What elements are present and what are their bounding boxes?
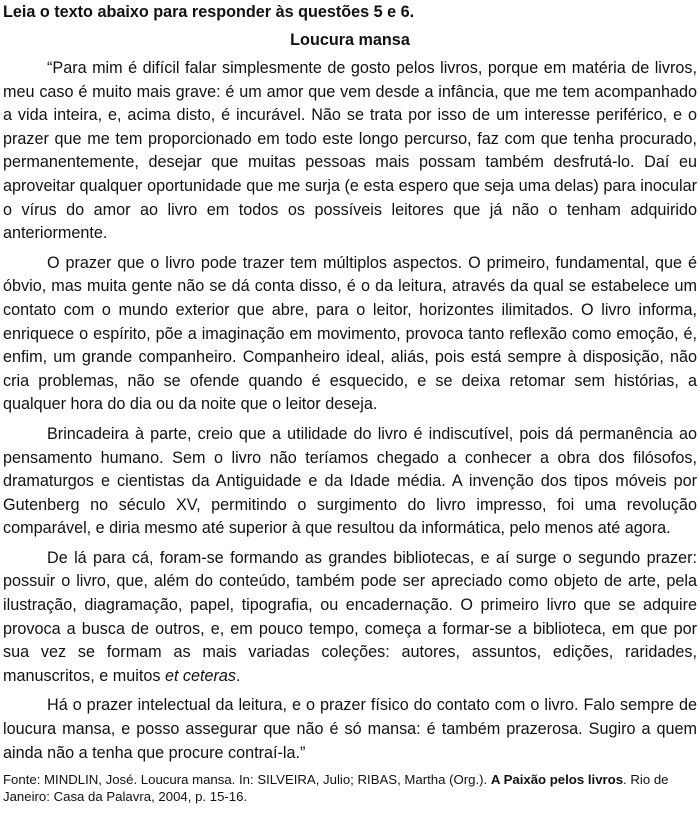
source-citation: [3, 771, 697, 805]
paragraph-4-end: .: [236, 666, 241, 685]
paragraph-1: “Para mim é difícil falar simplesmente de gosto pelos livros, porque em matéria de livros, meu caso é muito mais grave: é um amor que vem desde a infância, que me tem acompanhado a vida inteira, e, acima disto, é incurável. Não se trata por isso de um interesse periférico, e o prazer que me tem proporcionado em todo este longo percurso, faz com que tenha procurado, permanentemente, desejar que muitas pessoas mais possam também desfrutá-lo. Daí eu aproveitar qualquer oportunidade que me surja (e esta espero que seja uma delas) para inocular o vírus do amor ao livro em todos os possíveis leitores que já não o tenham adquirido anteriormente.: [3, 59, 697, 243]
source-suffix: . Rio de Janeiro: Casa da Palavra, 2004, p. 15-16.: [3, 772, 669, 805]
source-book-title: A Paixão pelos livros: [490, 772, 624, 788]
text-title: Loucura mansa: [290, 31, 410, 49]
paragraph-4-text: De lá para cá, foram-se formando as grandes bibliotecas, e aí surge o segundo prazer: possuir o livro, que, além do conteúdo, também pode ser apreciado como objeto de arte, pela ilustração, diagramação, papel, tipografia, ou encadernação. O primeiro livro que se adquire provoca a busca de outros, e, em pouco tempo, começa a formar-se a biblioteca, em que por sua vez se formam as mais variadas coleções: autores, assuntos, edições, raridades, manuscritos, e muitos: [3, 548, 697, 685]
source-prefix: Fonte: MINDLIN, José. Loucura mansa. In: SILVEIRA, Julio; RIBAS, Martha (Org.).: [3, 772, 491, 788]
paragraph-2: O prazer que o livro pode trazer tem múltiplos aspectos. O primeiro, fundamental, que é óbvio, mas muita gente não se dá conta disso, é o da leitura, através da qual se estabelece um contato com o mundo exterior que abre, para o leitor, horizontes ilimitados. O livro informa, enriquece o espírito, põe a imaginação em movimento, provoca tanto reflexão como emoção, é, enfim, um grande companheiro. Companheiro ideal, aliás, pois está sempre à disposição, não cria problemas, não se ofende quando é esquecido, e se deixa retomar sem histórias, a qualquer hora do dia ou da noite que o leitor deseja.: [3, 253, 697, 414]
paragraph-4: [3, 547, 697, 689]
instruction-heading: Leia o texto abaixo para responder às questões 5 e 6.: [3, 3, 415, 21]
paragraph-5: Há o prazer intelectual da leitura, e o prazer físico do contato com o livro. Falo sempre de loucura mansa, e posso assegurar que não é só mansa: é também prazerosa. Sugiro a quem ainda não a tenha que procure contraí-la.”: [3, 696, 697, 762]
paragraph-3: Brincadeira à parte, creio que a utilidade do livro é indiscutível, pois dá permanência ao pensamento humano. Sem o livro não teríamos chegado a conhecer a obra dos filósofos, dramaturgos e cientistas da Antiguidade e da Idade média. A invenção dos tipos móveis por Gutenberg no século XV, permitindo o surgimento do livro impresso, foi uma revolução comparável, e diria mesmo até superior à que resultou da informática, pelo menos até agora.: [3, 424, 697, 538]
paragraph-4-italic: et ceteras: [164, 666, 237, 685]
